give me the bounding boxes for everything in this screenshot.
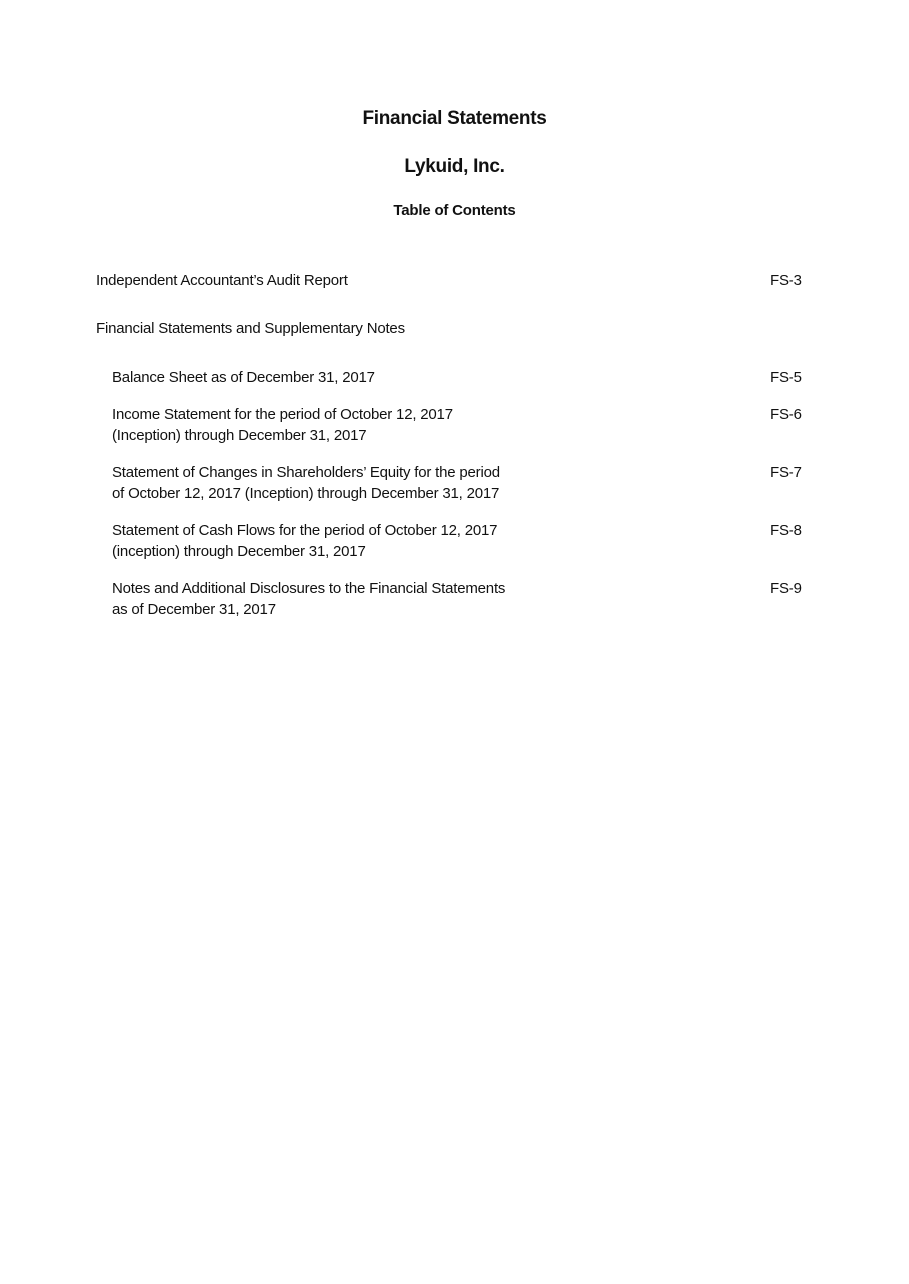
document-title: Financial Statements xyxy=(362,108,547,129)
toc-entry-text: Notes and Additional Disclosures to the Financial Statements as of December 31, 2017 xyxy=(112,580,506,618)
toc-entry-shareholders-equity xyxy=(112,462,500,504)
toc-entry-text: Income Statement for the period of October 12, 2017 (Inception) through December 31, 2017 xyxy=(112,406,453,444)
toc-entry-cash-flows xyxy=(112,520,497,562)
toc-entry-text: Statement of Cash Flows for the period of October 12, 2017 (inception) through December 31, 2017 xyxy=(112,522,498,560)
toc-entry-page: FS-6 xyxy=(770,406,802,423)
toc-entry-text: Independent Accountant’s Audit Report xyxy=(96,272,348,289)
toc-entry-page: FS-9 xyxy=(770,580,802,597)
toc-entry-notes xyxy=(112,578,505,620)
toc-entry-income-statement xyxy=(112,404,453,446)
toc-entry-page: FS-5 xyxy=(770,369,802,386)
toc-entry-audit-report xyxy=(96,270,348,291)
toc-entry-page: FS-7 xyxy=(770,464,802,481)
toc-entry-text: Financial Statements and Supplementary Notes xyxy=(96,320,405,337)
toc-section-financial-statements xyxy=(96,318,405,339)
toc-entry-text: Statement of Changes in Shareholders’ Equity for the period of October 12, 2017 (Inception) through December 31, 2017 xyxy=(112,464,500,502)
toc-heading: Table of Contents xyxy=(393,202,516,219)
company-name: Lykuid, Inc. xyxy=(404,156,505,177)
toc-entry-page: FS-3 xyxy=(770,272,802,289)
toc-entry-balance-sheet xyxy=(112,367,375,388)
toc-entry-page: FS-8 xyxy=(770,522,802,539)
toc-entry-text: Balance Sheet as of December 31, 2017 xyxy=(112,369,375,386)
